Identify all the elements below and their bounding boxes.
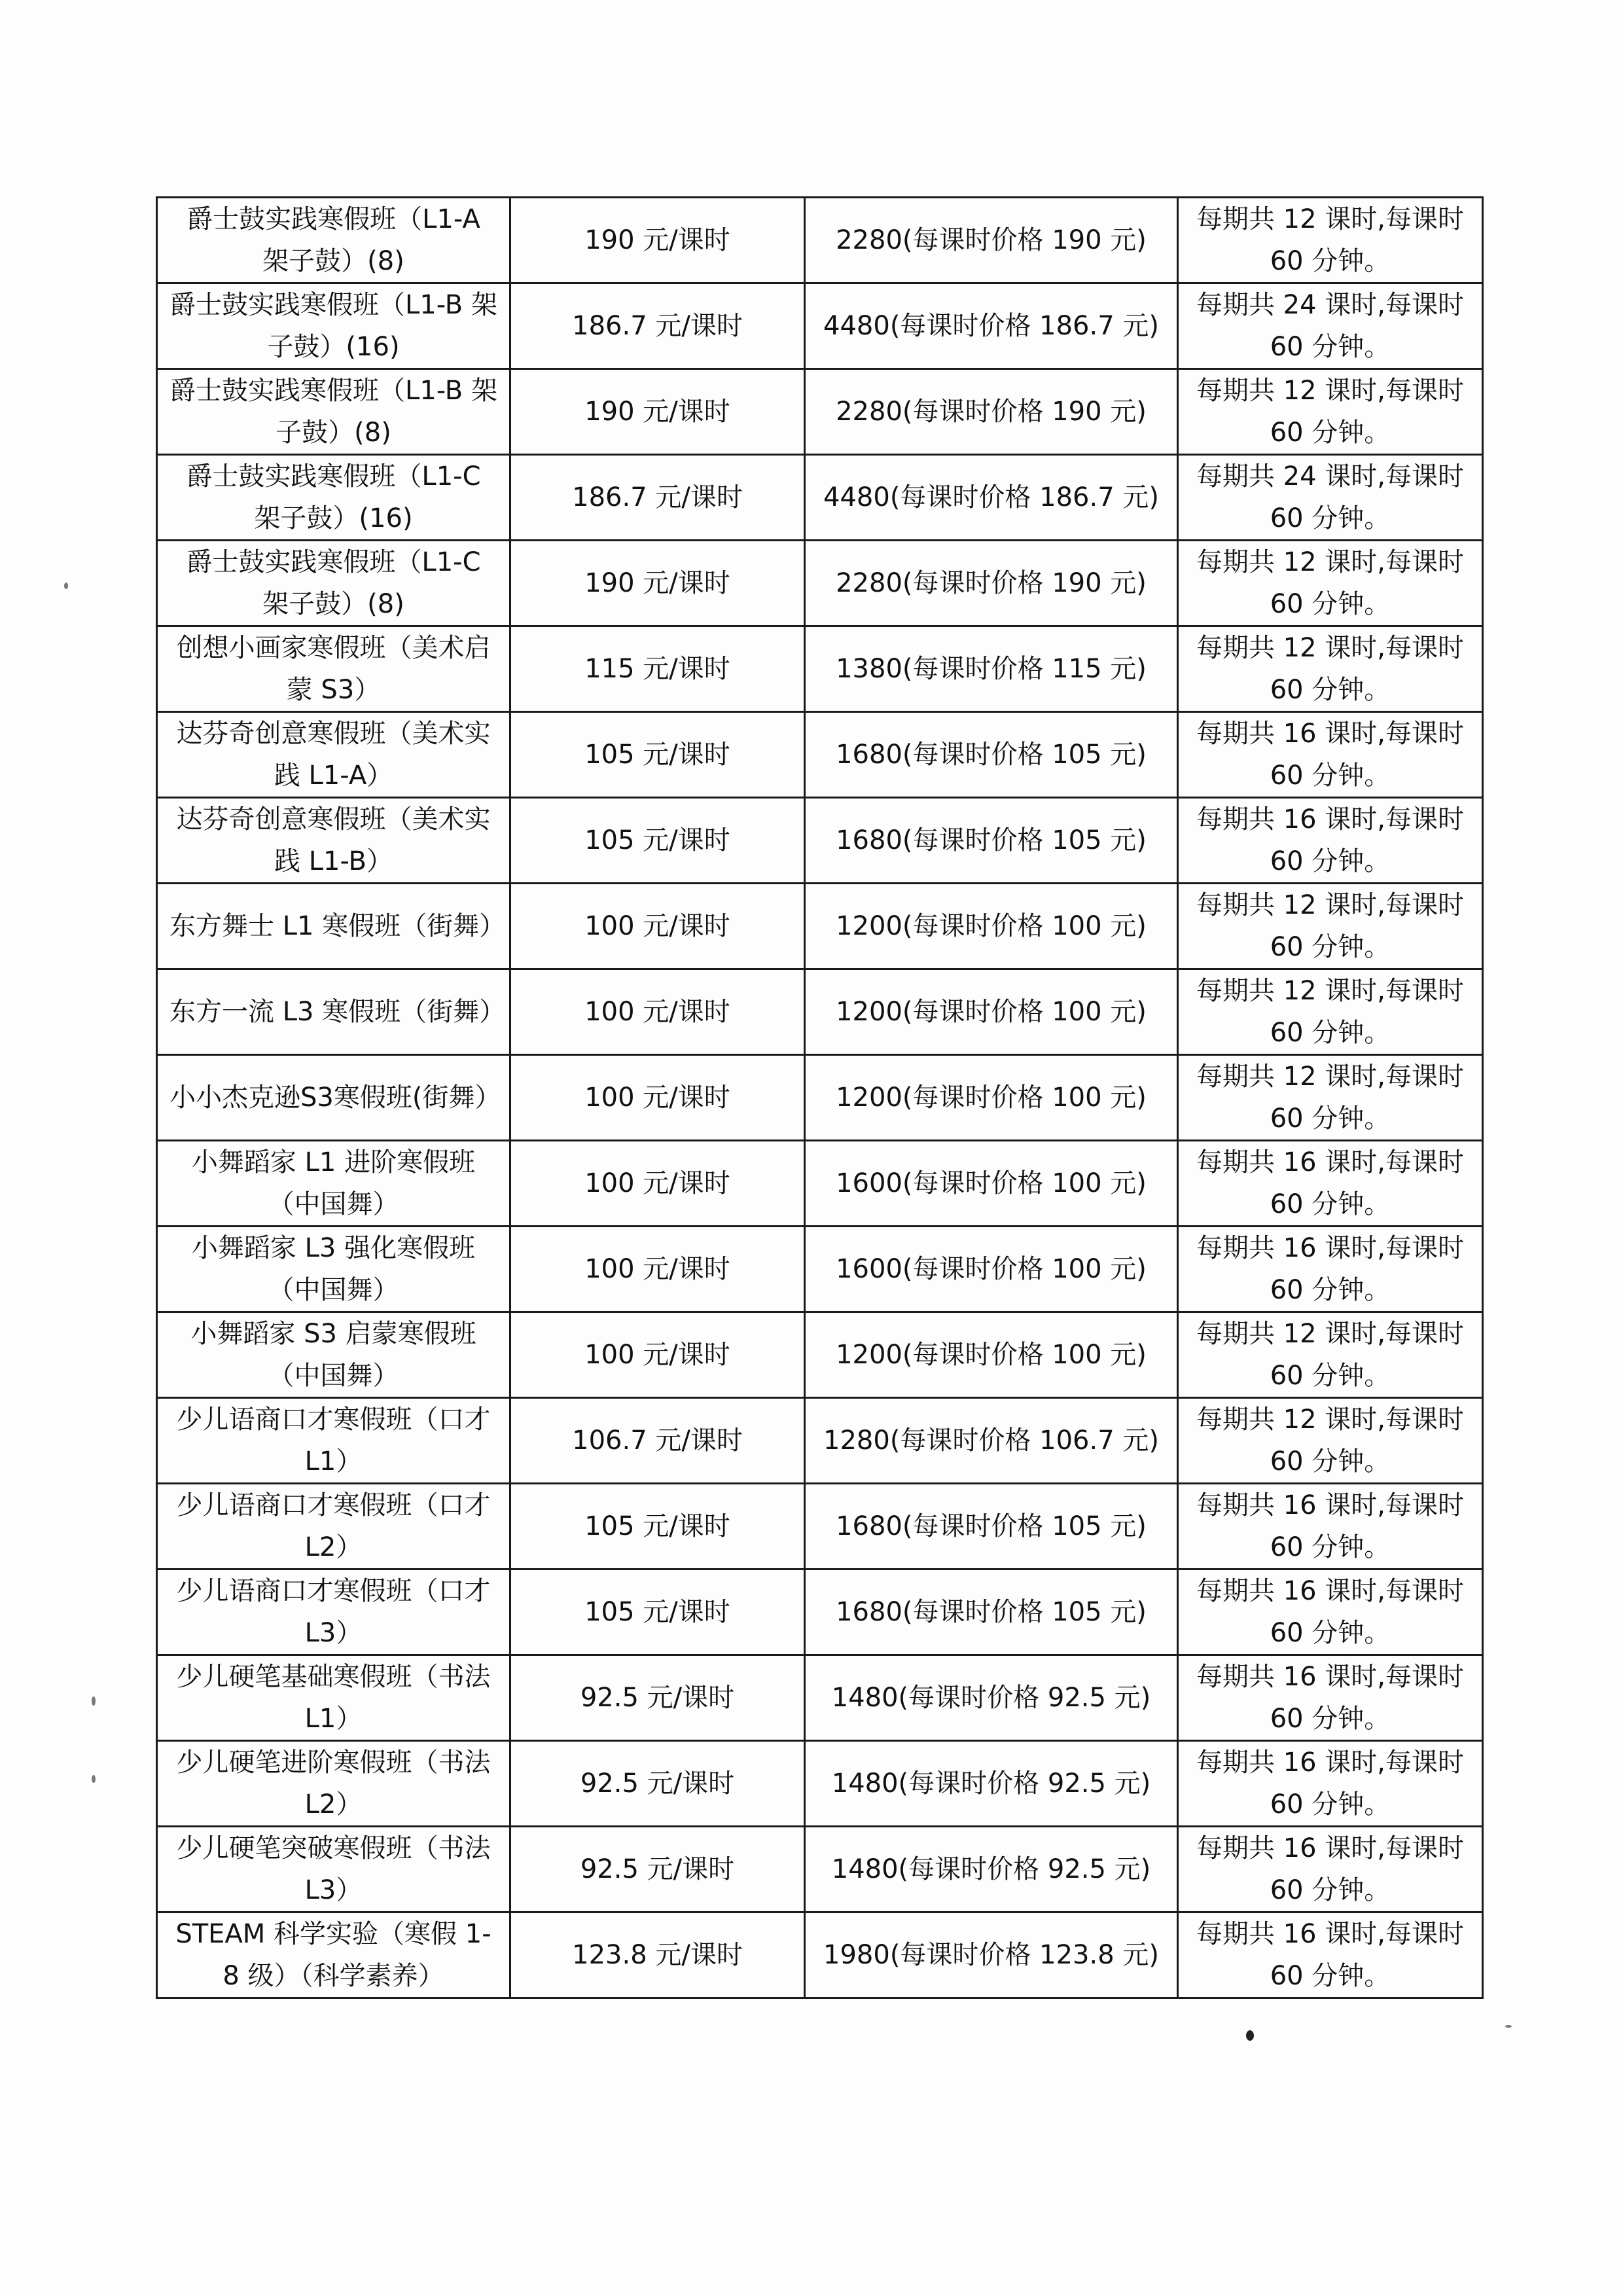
- unit-price-cell: 92.5 元/课时: [510, 1655, 805, 1741]
- course-name-cell: 少儿硬笔进阶寒假班（书法 L2）: [157, 1741, 510, 1827]
- session-hours-cell: 每期共 12 课时,每课时 60 分钟。: [1178, 541, 1483, 626]
- unit-price-cell: 186.7 元/课时: [510, 283, 805, 369]
- total-fee-cell: 1200(每课时价格 100 元): [805, 1312, 1178, 1398]
- session-hours-cell: 每期共 16 课时,每课时 60 分钟。: [1178, 1484, 1483, 1570]
- table-row: [157, 1227, 1483, 1312]
- unit-price-cell: 106.7 元/课时: [510, 1398, 805, 1484]
- course-name-cell: 小小杰克逊S3寒假班(街舞）: [157, 1055, 510, 1141]
- course-fee-table: [156, 196, 1484, 1999]
- table-row: [157, 969, 1483, 1055]
- table-row: [157, 1141, 1483, 1227]
- course-name-cell: 东方舞士 L1 寒假班（街舞）: [157, 884, 510, 969]
- total-fee-cell: 1280(每课时价格 106.7 元): [805, 1398, 1178, 1484]
- course-name-cell: 爵士鼓实践寒假班（L1-C 架子鼓）(8): [157, 541, 510, 626]
- session-hours-cell: 每期共 16 课时,每课时 60 分钟。: [1178, 712, 1483, 798]
- course-name-cell: 少儿硬笔突破寒假班（书法 L3）: [157, 1827, 510, 1912]
- course-name-cell: STEAM 科学实验（寒假 1-8 级）（科学素养）: [157, 1912, 510, 1998]
- unit-price-cell: 190 元/课时: [510, 369, 805, 455]
- session-hours-cell: 每期共 12 课时,每课时 60 分钟。: [1178, 969, 1483, 1055]
- total-fee-cell: 2280(每课时价格 190 元): [805, 541, 1178, 626]
- total-fee-cell: 4480(每课时价格 186.7 元): [805, 283, 1178, 369]
- unit-price-cell: 100 元/课时: [510, 1312, 805, 1398]
- total-fee-cell: 2280(每课时价格 190 元): [805, 369, 1178, 455]
- table-row: [157, 1484, 1483, 1570]
- session-hours-cell: 每期共 12 课时,每课时 60 分钟。: [1178, 198, 1483, 283]
- session-hours-cell: 每期共 24 课时,每课时 60 分钟。: [1178, 455, 1483, 541]
- unit-price-cell: 186.7 元/课时: [510, 455, 805, 541]
- unit-price-cell: 92.5 元/课时: [510, 1741, 805, 1827]
- total-fee-cell: 1680(每课时价格 105 元): [805, 798, 1178, 884]
- course-name-cell: 创想小画家寒假班（美术启蒙 S3）: [157, 626, 510, 712]
- unit-price-cell: 190 元/课时: [510, 198, 805, 283]
- table-row: [157, 455, 1483, 541]
- scan-speck: [64, 583, 68, 589]
- table-row: [157, 1912, 1483, 1998]
- unit-price-cell: 100 元/课时: [510, 1055, 805, 1141]
- total-fee-cell: 4480(每课时价格 186.7 元): [805, 455, 1178, 541]
- total-fee-cell: 1380(每课时价格 115 元): [805, 626, 1178, 712]
- unit-price-cell: 92.5 元/课时: [510, 1827, 805, 1912]
- table-row: [157, 626, 1483, 712]
- table-row: [157, 198, 1483, 283]
- total-fee-cell: 1600(每课时价格 100 元): [805, 1141, 1178, 1227]
- unit-price-cell: 100 元/课时: [510, 1227, 805, 1312]
- course-name-cell: 少儿语商口才寒假班（口才 L1）: [157, 1398, 510, 1484]
- unit-price-cell: 105 元/课时: [510, 798, 805, 884]
- course-name-cell: 小舞蹈家 L3 强化寒假班（中国舞）: [157, 1227, 510, 1312]
- table-row: [157, 1655, 1483, 1741]
- session-hours-cell: 每期共 16 课时,每课时 60 分钟。: [1178, 1741, 1483, 1827]
- scan-speck: [92, 1775, 96, 1783]
- table-row: [157, 369, 1483, 455]
- table-row: [157, 798, 1483, 884]
- total-fee-cell: 1480(每课时价格 92.5 元): [805, 1741, 1178, 1827]
- total-fee-cell: 1980(每课时价格 123.8 元): [805, 1912, 1178, 1998]
- session-hours-cell: 每期共 12 课时,每课时 60 分钟。: [1178, 1312, 1483, 1398]
- total-fee-cell: 1680(每课时价格 105 元): [805, 1484, 1178, 1570]
- session-hours-cell: 每期共 16 课时,每课时 60 分钟。: [1178, 1570, 1483, 1655]
- total-fee-cell: 1200(每课时价格 100 元): [805, 969, 1178, 1055]
- total-fee-cell: 1200(每课时价格 100 元): [805, 1055, 1178, 1141]
- unit-price-cell: 100 元/课时: [510, 884, 805, 969]
- table-row: [157, 1570, 1483, 1655]
- session-hours-cell: 每期共 16 课时,每课时 60 分钟。: [1178, 1655, 1483, 1741]
- session-hours-cell: 每期共 16 课时,每课时 60 分钟。: [1178, 1141, 1483, 1227]
- table-row: [157, 1741, 1483, 1827]
- table-row: [157, 1827, 1483, 1912]
- table-row: [157, 283, 1483, 369]
- total-fee-cell: 2280(每课时价格 190 元): [805, 198, 1178, 283]
- session-hours-cell: 每期共 12 课时,每课时 60 分钟。: [1178, 1398, 1483, 1484]
- total-fee-cell: 1480(每课时价格 92.5 元): [805, 1827, 1178, 1912]
- course-name-cell: 达芬奇创意寒假班（美术实践 L1-B）: [157, 798, 510, 884]
- course-name-cell: 少儿语商口才寒假班（口才 L2）: [157, 1484, 510, 1570]
- total-fee-cell: 1480(每课时价格 92.5 元): [805, 1655, 1178, 1741]
- table-row: [157, 712, 1483, 798]
- unit-price-cell: 105 元/课时: [510, 712, 805, 798]
- course-name-cell: 爵士鼓实践寒假班（L1-A 架子鼓）(8): [157, 198, 510, 283]
- unit-price-cell: 100 元/课时: [510, 969, 805, 1055]
- course-name-cell: 达芬奇创意寒假班（美术实践 L1-A）: [157, 712, 510, 798]
- course-name-cell: 爵士鼓实践寒假班（L1-B 架子鼓）(16): [157, 283, 510, 369]
- total-fee-cell: 1680(每课时价格 105 元): [805, 712, 1178, 798]
- table-row: [157, 1055, 1483, 1141]
- session-hours-cell: 每期共 12 课时,每课时 60 分钟。: [1178, 884, 1483, 969]
- table-row: [157, 1398, 1483, 1484]
- course-fee-table-body: [157, 198, 1483, 1998]
- session-hours-cell: 每期共 16 课时,每课时 60 分钟。: [1178, 1827, 1483, 1912]
- course-name-cell: 小舞蹈家 L1 进阶寒假班（中国舞）: [157, 1141, 510, 1227]
- session-hours-cell: 每期共 12 课时,每课时 60 分钟。: [1178, 1055, 1483, 1141]
- unit-price-cell: 100 元/课时: [510, 1141, 805, 1227]
- table-row: [157, 884, 1483, 969]
- course-name-cell: 小舞蹈家 S3 启蒙寒假班（中国舞）: [157, 1312, 510, 1398]
- session-hours-cell: 每期共 16 课时,每课时 60 分钟。: [1178, 1912, 1483, 1998]
- scan-speck: [92, 1696, 96, 1706]
- course-name-cell: 爵士鼓实践寒假班（L1-B 架子鼓）(8): [157, 369, 510, 455]
- scan-speck: [1246, 2030, 1254, 2041]
- unit-price-cell: 105 元/课时: [510, 1570, 805, 1655]
- session-hours-cell: 每期共 24 课时,每课时 60 分钟。: [1178, 283, 1483, 369]
- total-fee-cell: 1600(每课时价格 100 元): [805, 1227, 1178, 1312]
- total-fee-cell: 1680(每课时价格 105 元): [805, 1570, 1178, 1655]
- course-name-cell: 少儿语商口才寒假班（口才 L3）: [157, 1570, 510, 1655]
- total-fee-cell: 1200(每课时价格 100 元): [805, 884, 1178, 969]
- unit-price-cell: 115 元/课时: [510, 626, 805, 712]
- scan-speck: [1505, 2025, 1512, 2028]
- unit-price-cell: 123.8 元/课时: [510, 1912, 805, 1998]
- session-hours-cell: 每期共 16 课时,每课时 60 分钟。: [1178, 798, 1483, 884]
- session-hours-cell: 每期共 12 课时,每课时 60 分钟。: [1178, 369, 1483, 455]
- course-name-cell: 少儿硬笔基础寒假班（书法 L1）: [157, 1655, 510, 1741]
- table-row: [157, 1312, 1483, 1398]
- table-row: [157, 541, 1483, 626]
- unit-price-cell: 190 元/课时: [510, 541, 805, 626]
- unit-price-cell: 105 元/课时: [510, 1484, 805, 1570]
- session-hours-cell: 每期共 16 课时,每课时 60 分钟。: [1178, 1227, 1483, 1312]
- course-name-cell: 爵士鼓实践寒假班（L1-C 架子鼓）(16): [157, 455, 510, 541]
- session-hours-cell: 每期共 12 课时,每课时 60 分钟。: [1178, 626, 1483, 712]
- course-name-cell: 东方一流 L3 寒假班（街舞）: [157, 969, 510, 1055]
